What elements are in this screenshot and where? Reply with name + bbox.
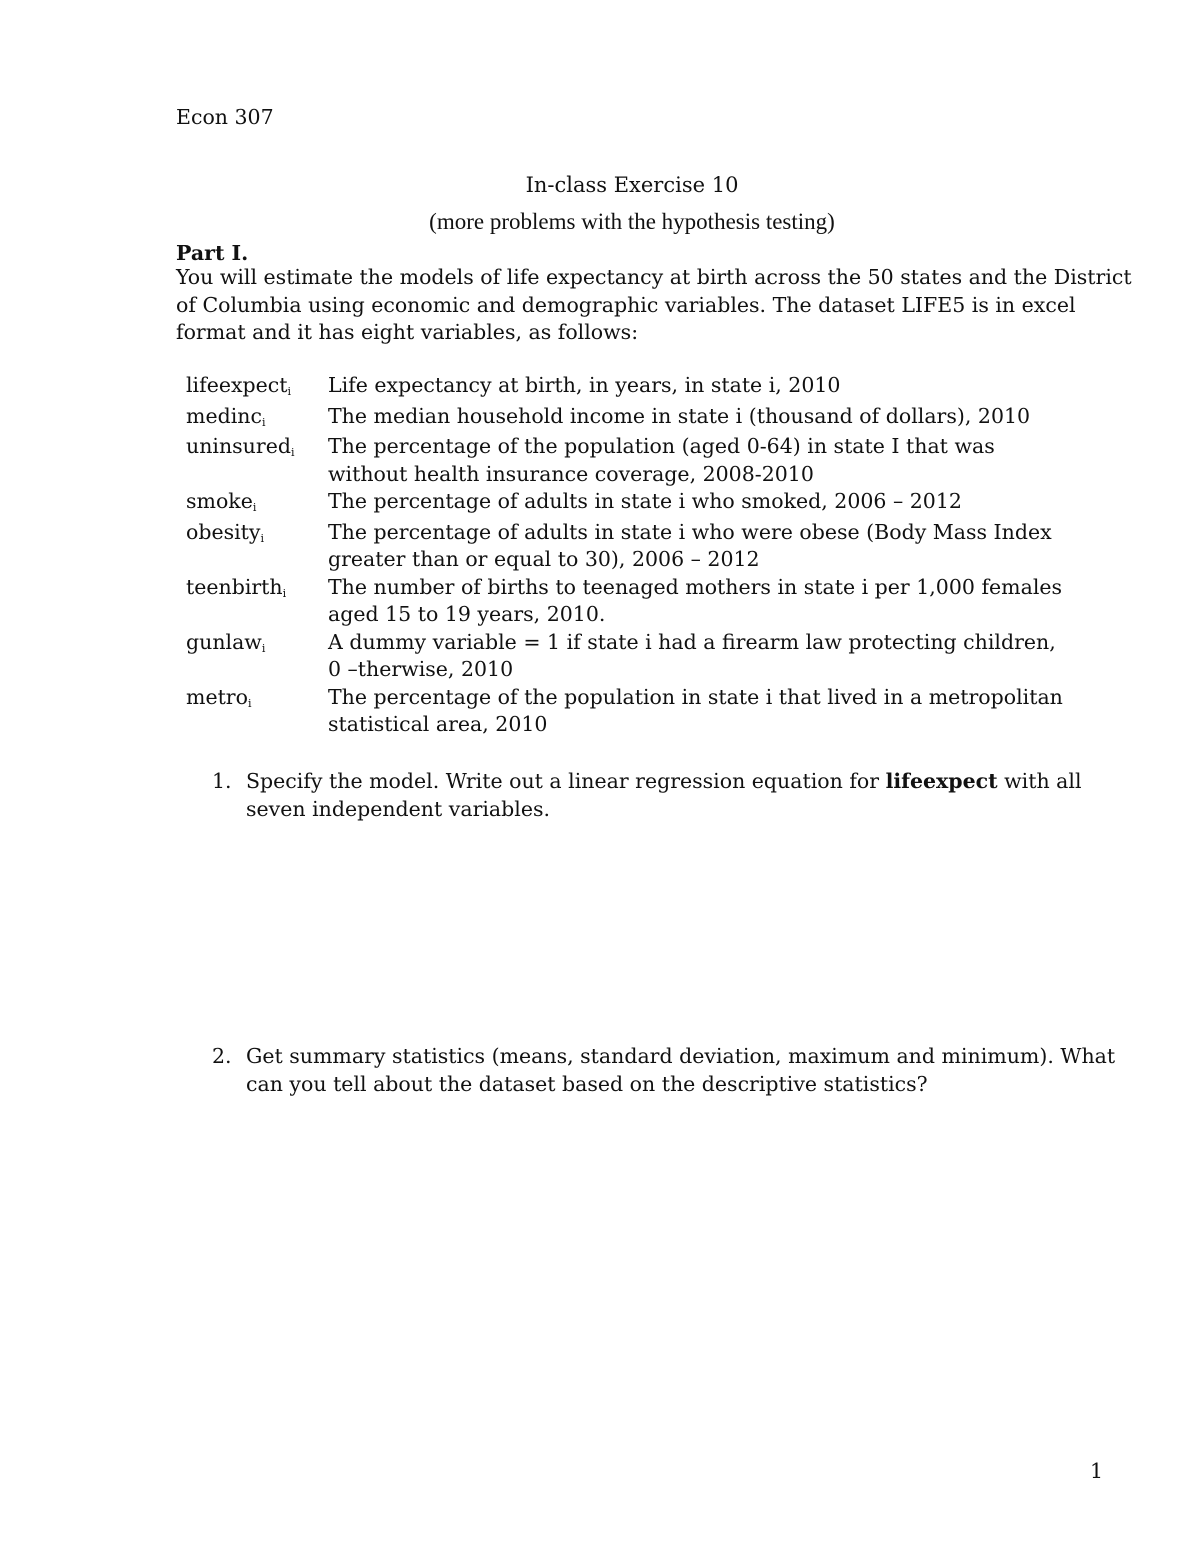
question-text: Get summary statistics (means, standard deviation, maximum and minimum). What can you tell about the dataset based on the descriptive statistics?	[246, 1044, 1116, 1096]
exercise-title: In-class Exercise 10	[525, 173, 739, 197]
variable-name: teenbirth	[186, 574, 283, 599]
variable-row: medinci The median household income in state i (thousand of dollars), 2010	[186, 403, 1106, 434]
page-number: 1	[1090, 1459, 1104, 1483]
variable-row: metroi The percentage of the population in state i that lived in a metropolitan statistical area, 2010	[186, 684, 1106, 739]
variable-name: gunlaw	[186, 629, 262, 654]
variable-name: medinc	[186, 403, 262, 428]
exercise-subtitle: (more problems with the hypothesis testing)	[429, 209, 835, 234]
variable-name: lifeexpect	[186, 373, 288, 397]
question-1	[212, 768, 1112, 823]
variable-row: uninsuredi The percentage of the population (aged 0-64) in state I that was without health insurance coverage, 2008-2010	[186, 433, 1106, 488]
variable-row: lifeexpecti Life expectancy at birth, in years, in state i, 2010	[186, 372, 1106, 403]
intro-line-1: You will estimate the models of life expectancy at birth across the 50 states and the District	[176, 265, 1132, 289]
variable-name: metro	[186, 684, 248, 709]
variable-name: uninsured	[186, 434, 291, 458]
variable-row: gunlawi A dummy variable = 1 if state i had a firearm law protecting children, 0 –therwise, 2010	[186, 629, 1106, 684]
variable-name: smoke	[186, 489, 253, 513]
dataset-name: LIFE5	[901, 292, 966, 317]
question-number: 1.	[212, 769, 232, 793]
part-heading: Part I.	[176, 241, 249, 265]
question-number: 2.	[212, 1044, 232, 1068]
course-label: Econ 307	[176, 105, 274, 129]
intro-line-3: format and it has eight variables, as follows:	[176, 320, 639, 344]
variable-description: Life expectancy at birth, in years, in state i, 2010	[328, 373, 841, 397]
variable-description: A dummy variable = 1 if state i had a firearm law protecting children,	[328, 629, 1056, 654]
intro-line-2: of Columbia using economic and demographic variables. The dataset LIFE5 is in excel	[176, 292, 1076, 317]
question-text: Specify the model. Write out a linear regression equation for lifeexpect with all seven independent variables.	[246, 769, 1082, 821]
variable-list	[186, 372, 1106, 739]
variable-description: The percentage of adults in state i who were obese (Body Mass Index	[328, 519, 1052, 544]
variable-row: smokei The percentage of adults in state i who smoked, 2006 – 2012	[186, 488, 1106, 519]
variable-description: The percentage of the population in state i that lived in a metropolitan	[328, 684, 1063, 709]
intro-paragraph	[176, 264, 1132, 347]
variable-description: The number of births to teenaged mothers in state i per 1,000 females	[328, 574, 1063, 599]
variable-description: The percentage of the population (aged 0-64) in state I that was	[328, 434, 995, 458]
variable-description: The median household income in state i (thousand of dollars), 2010	[328, 403, 1031, 428]
variable-row: teenbirthi The number of births to teenaged mothers in state i per 1,000 females aged 15 to 19 years, 2010.	[186, 574, 1106, 629]
bold-variable: lifeexpect	[885, 769, 998, 793]
question-2	[212, 1043, 1116, 1098]
variable-name: obesity	[186, 519, 261, 544]
variable-description: The percentage of adults in state i who smoked, 2006 – 2012	[328, 489, 962, 513]
variable-row: obesityi The percentage of adults in state i who were obese (Body Mass Index greater than or equal to 30), 2006 – 2012	[186, 519, 1106, 574]
